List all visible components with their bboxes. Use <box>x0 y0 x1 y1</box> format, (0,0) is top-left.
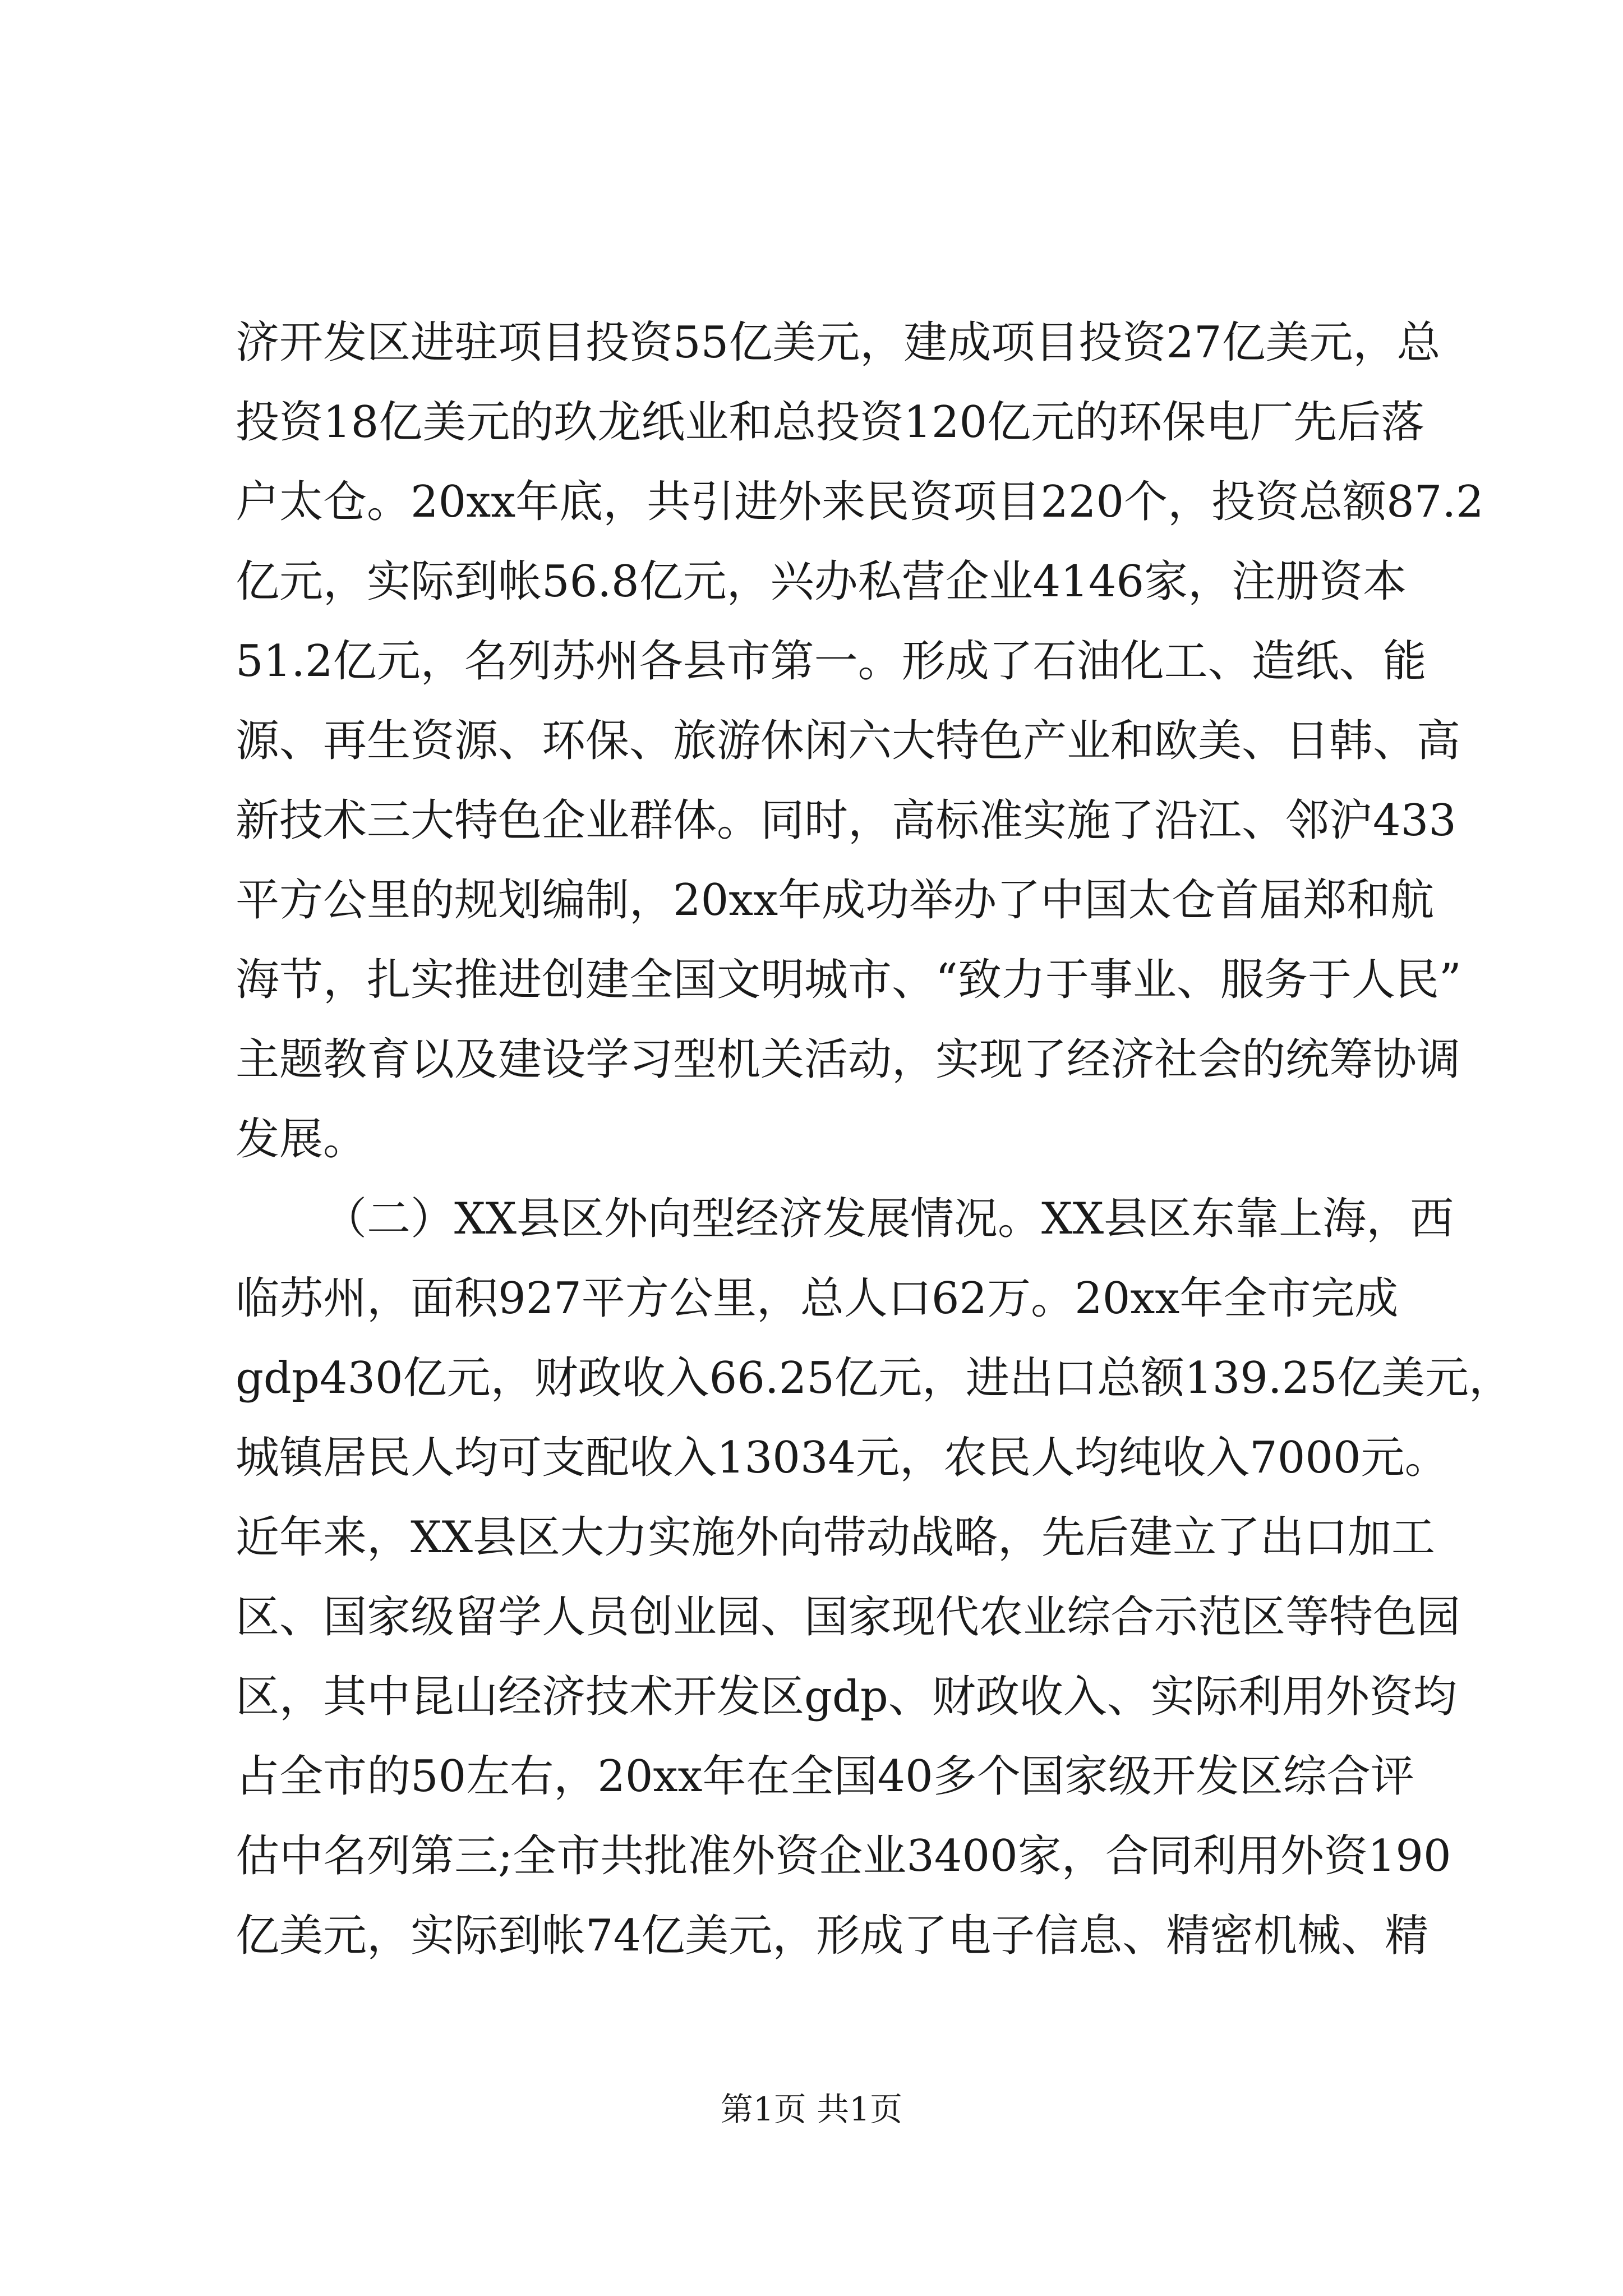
text-line: （二）XX县区外向型经济发展情况。XX县区东靠上海，西 <box>323 1194 1454 1244</box>
text-line: 占全市的50左右，20xx年在全国40多个国家级开发区综合评 <box>236 1751 1414 1802</box>
text-line: 临苏州，面积927平方公里，总人口62万。20xx年全市完成 <box>236 1273 1399 1324</box>
text-line: 区，其中昆山经济技术开发区gdp、财政收入、实际利用外资均 <box>236 1672 1457 1722</box>
text-line: 主题教育以及建设学习型机关活动，实现了经济社会的统筹协调 <box>236 1034 1461 1085</box>
text-line: 平方公里的规划编制，20xx年成功举办了中国太仓首届郑和航 <box>236 875 1435 926</box>
text-line: 投资18亿美元的玖龙纸业和总投资120亿元的环保电厂先后落 <box>236 397 1425 448</box>
text-line: 济开发区进驻项目投资55亿美元，建成项目投资27亿美元，总 <box>236 318 1441 368</box>
text-line: 亿美元，实际到帐74亿美元，形成了电子信息、精密机械、精 <box>236 1911 1429 1961</box>
text-line: 源、再生资源、环保、旅游休闲六大特色产业和欧美、日韩、高 <box>236 716 1461 766</box>
text-line: 发展。 <box>236 1114 367 1165</box>
paragraph-2 <box>236 1179 1513 1976</box>
text-line: 新技术三大特色企业群体。同时，高标准实施了沿江、邻沪433 <box>236 795 1456 846</box>
text-line: 海节，扎实推进创建全国文明城市、“致力于事业、服务于人民” <box>236 955 1461 1005</box>
text-line: 估中名列第三;全市共批准外资企业3400家，合同利用外资190 <box>236 1831 1451 1881</box>
text-line: 区、国家级留学人员创业园、国家现代农业综合示范区等特色园 <box>236 1592 1461 1642</box>
text-line: gdp430亿元，财政收入66.25亿元，进出口总额139.25亿美元， <box>236 1353 1513 1404</box>
text-line: 亿元，实际到帐56.8亿元，兴办私营企业4146家，注册资本 <box>236 556 1407 607</box>
text-line: 51.2亿元，名列苏州各县市第一。形成了石油化工、造纸、能 <box>236 636 1427 687</box>
text-line: 城镇居民人均可支配收入13034元，农民人均纯收入7000元。 <box>236 1433 1449 1483</box>
text-line: 户太仓。20xx年底，共引进外来民资项目220个，投资总额87.2 <box>236 477 1484 527</box>
paragraph-1 <box>236 303 1484 1179</box>
page-footer: 第1页 共1页 <box>720 2090 903 2128</box>
text-line: 近年来，XX县区大力实施外向带动战略，先后建立了出口加工 <box>236 1512 1436 1563</box>
body-text <box>236 303 1513 1976</box>
